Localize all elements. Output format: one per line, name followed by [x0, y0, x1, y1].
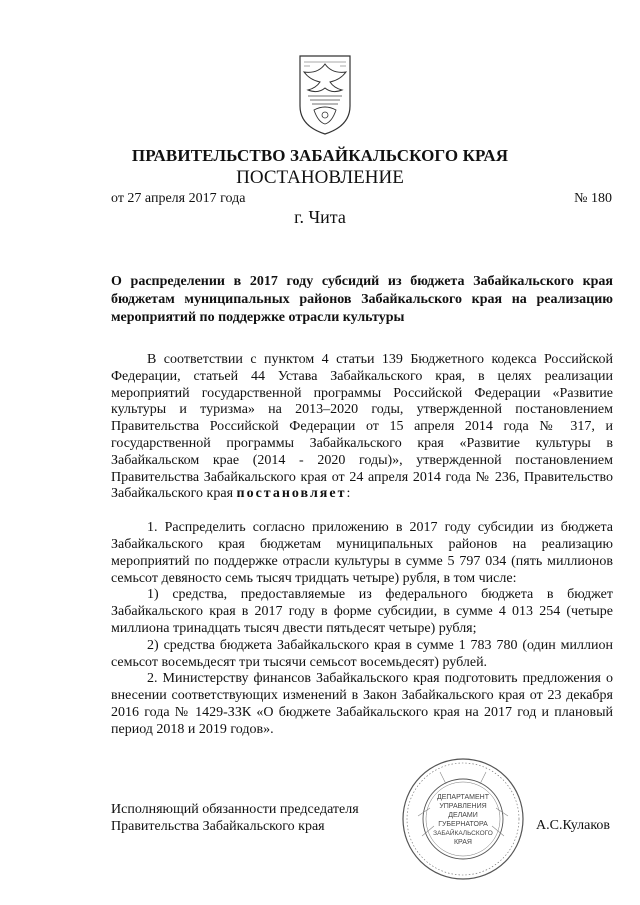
- signatory-title: [111, 801, 359, 835]
- document-body: [111, 352, 613, 739]
- government-title: ПРАВИТЕЛЬСТВО ЗАБАЙКАЛЬСКОГО КРАЯ: [131, 146, 509, 165]
- document-date: от 27 апреля 2017 года: [111, 191, 246, 206]
- document-subject: О распределении в 2017 году субсидий из бюджета Забайкальского края бюджетам муниципальных районов Забайкальского края на реализацию мероприятий по поддержке отрасли культуры: [111, 274, 613, 325]
- signatory-name: А.С.Кулаков: [536, 818, 611, 833]
- document-number: № 180: [574, 191, 612, 206]
- seal-text-line-2: УПРАВЛЕНИЯ: [439, 803, 487, 810]
- signatory-title-line-2: Правительства Забайкальского края: [111, 819, 325, 834]
- document-city: г. Чита: [294, 207, 346, 227]
- preamble-text: В соответствии с пунктом 4 статьи 139 Бюджетного кодекса Российской Федерации, статьей 44 Устава Забайкальского края, в целях реализации мероприятий государственной программы Российской Федерации «Развитие культуры и туризма» на 2013–2020 годы, утвержденной постановлением Правительства Российской Федерации от 15 апреля 2014 года № 317, и государственной программы Забайкальского края «Развитие культуры в Забайкальском крае (2014 - 2020 годы)», утвержденной постановлением Правительства Забайкальского края от 24 апреля 2014 года № 236, Правительство Забайкальского края: [111, 352, 613, 502]
- preamble-paragraph: [111, 352, 613, 503]
- seal-text-line-3: ДЕЛАМИ: [448, 812, 478, 819]
- official-seal: [400, 756, 526, 882]
- item-1-sub-2: 2) средства бюджета Забайкальского края в сумме 1 783 780 (один миллион семьсот восемьдесят три тысячи семьсот восемьдесят) рублей.: [111, 637, 613, 670]
- coat-of-arms-emblem: [296, 52, 354, 136]
- seal-text-line-4: ГУБЕРНАТОРА: [438, 821, 488, 828]
- signatory-title-line-1: Исполняющий обязанности председателя: [111, 802, 359, 817]
- document-type: ПОСТАНОВЛЕНИЕ: [236, 167, 404, 188]
- item-1: 1. Распределить согласно приложению в 2017 году субсидии из бюджета Забайкальского края бюджетам муниципальных районов на реализацию мероприятий по поддержке отрасли культуры в сумме 5 797 034 (пять миллионов семьсот девяносто семь тысяч тридцать четыре) рубля, в том числе:: [111, 520, 613, 586]
- preamble-colon: :: [346, 486, 351, 502]
- seal-text-line-6: КРАЯ: [453, 839, 473, 846]
- item-1-sub-1: 1) средства, предоставляемые из федерального бюджета в бюджет Забайкальского края в 2017 году в форме субсидии, в сумме 4 013 254 (четыре миллиона тринадцать тысяч двести пятьдесят четыре) рубля;: [111, 587, 613, 636]
- item-2: 2. Министерству финансов Забайкальского края подготовить предложения о внесении соответствующих изменений в Закон Забайкальского края от 23 декабря 2016 года № 1429-ЗЗК «О бюджете Забайкальского края на 2017 год и плановый период 2018 и 2019 годов».: [111, 671, 613, 737]
- seal-text-line-5: ЗАБАЙКАЛЬСКОГО: [433, 830, 493, 837]
- decree-word: постановляет: [236, 486, 347, 502]
- seal-text-line-1: ДЕПАРТАМЕНТ: [436, 794, 490, 801]
